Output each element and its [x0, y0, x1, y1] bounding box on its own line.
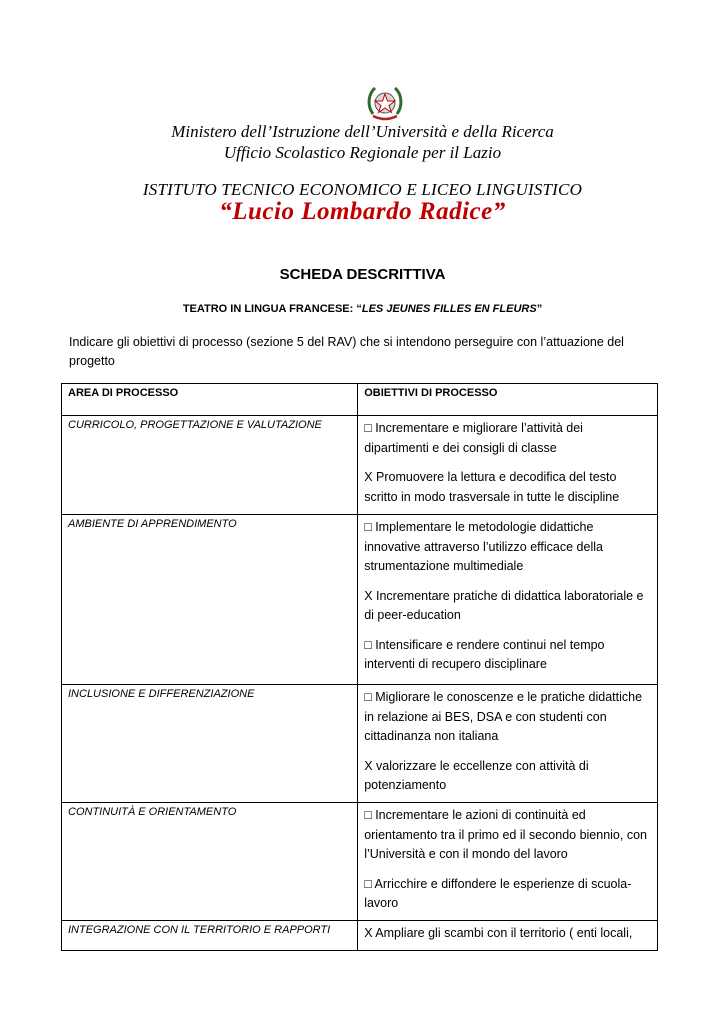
objective-item: X valorizzare le eccellenze con attività di potenziamento	[364, 758, 589, 792]
ministry-line-1: Ministero dell’Istruzione dell’Università e della Ricerca	[171, 122, 554, 141]
objective-item: □ Intensificare e rendere continui nel tempo interventi di recupero disciplinare	[364, 637, 605, 671]
table-row	[62, 921, 658, 951]
objectives-cell	[358, 921, 658, 951]
header-area: AREA DI PROCESSO	[62, 384, 358, 416]
subtitle-play-title: LES JEUNES FILLES EN FLEURS	[361, 303, 537, 315]
area-cell: INTEGRAZIONE CON IL TERRITORIO E RAPPORTI	[62, 921, 358, 951]
objective-item: X Incrementare pratiche di didattica laboratoriale e di peer-education	[364, 588, 644, 622]
ministry-line-2: Ufficio Scolastico Regionale per il Lazio	[223, 143, 502, 162]
objectives-cell	[358, 803, 658, 921]
subtitle-prefix: TEATRO IN LINGUA FRANCESE: “	[182, 303, 362, 315]
area-cell: CURRICOLO, PROGETTAZIONE E VALUTAZIONE	[62, 416, 358, 515]
objective-item: X Promuovere la lettura e decodifica del testo scritto in modo trasversale in tutte le discipline	[364, 470, 620, 504]
project-subtitle	[0, 303, 725, 315]
table-row	[62, 515, 658, 685]
page-title: SCHEDA DESCRITTIVA	[279, 266, 446, 283]
objectives-cell	[358, 515, 658, 685]
process-objectives-table	[61, 383, 658, 951]
table-row	[62, 685, 658, 803]
objective-item: □ Arricchire e diffondere le esperienze di scuola-lavoro	[364, 876, 632, 910]
table-row	[62, 803, 658, 921]
objectives-cell	[358, 416, 658, 515]
area-cell: CONTINUITÀ E ORIENTAMENTO	[62, 803, 358, 921]
objective-item: □ Implementare le metodologie didattiche innovative attraverso l’utilizzo efficace della strumentazione multimediale	[364, 520, 603, 573]
subtitle-suffix: ”	[536, 303, 543, 315]
header-objectives: OBIETTIVI DI PROCESSO	[358, 384, 658, 416]
objective-item: X Ampliare gli scambi con il territorio ( enti locali,	[364, 926, 633, 940]
republic-emblem-icon	[365, 84, 405, 122]
objective-item: □ Migliorare le conoscenze e le pratiche didattiche in relazione ai BES, DSA e con studenti con cittadinanza non italiana	[364, 690, 643, 743]
school-type-line: ISTITUTO TECNICO ECONOMICO E LICEO LINGUISTICO	[142, 180, 583, 199]
intro-paragraph: Indicare gli obiettivi di processo (sezione 5 del RAV) che si intendono perseguire con l’attuazione del progetto	[69, 335, 624, 368]
school-name: “Lucio Lombardo Radice”	[219, 198, 506, 225]
table-row	[62, 416, 658, 515]
objective-item: □ Incrementare le azioni di continuità ed orientamento tra il primo ed il secondo biennio, con l’Università e con il mondo del lavoro	[364, 808, 647, 861]
objectives-cell	[358, 685, 658, 803]
objective-item: □ Incrementare e migliorare l’attività dei dipartimenti e dei consigli di classe	[364, 421, 583, 455]
table-header-row	[62, 384, 658, 416]
area-cell: INCLUSIONE E DIFFERENZIAZIONE	[62, 685, 358, 803]
area-cell: AMBIENTE DI APPRENDIMENTO	[62, 515, 358, 685]
